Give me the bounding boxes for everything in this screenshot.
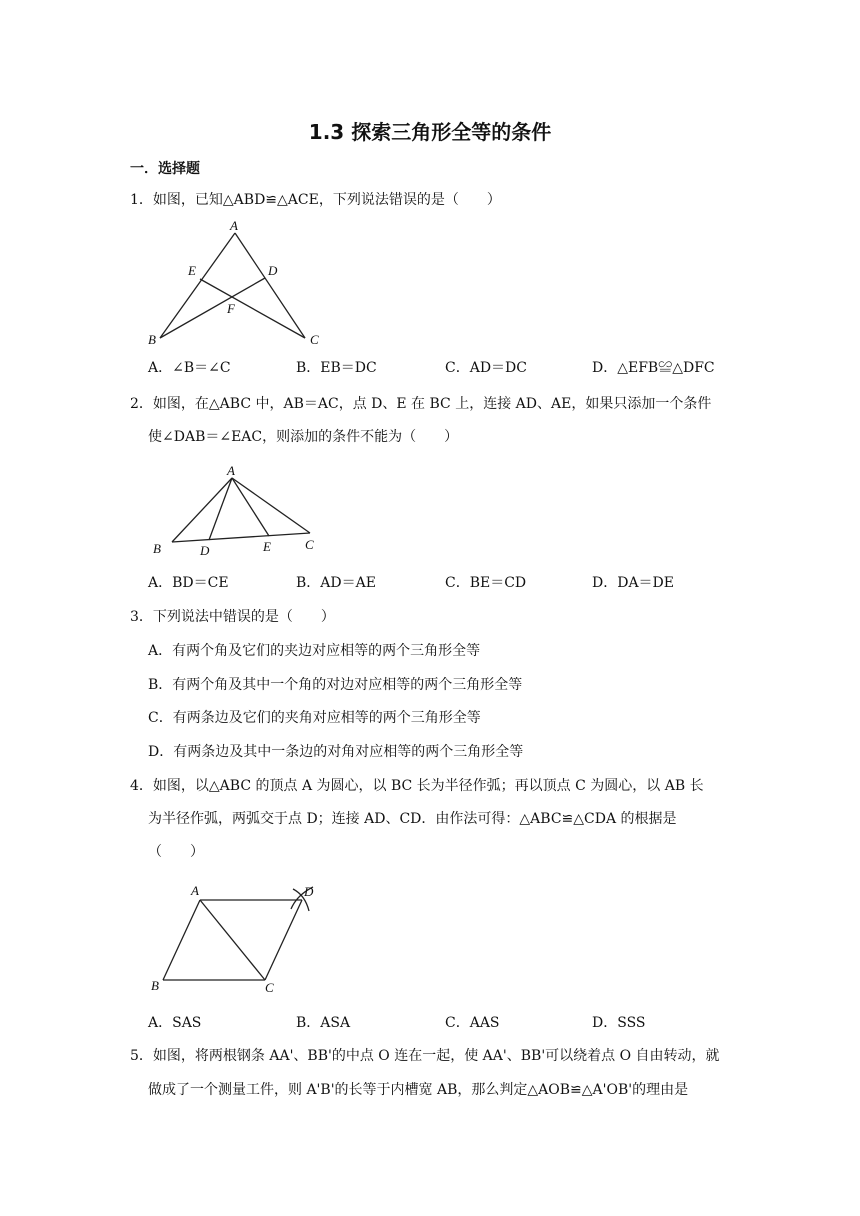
q4-stem-line2: 为半径作弧，两弧交于点 D；连接 AD、CD．由作法可得：△ABC≌△CDA 的根据是: [148, 811, 677, 827]
q4-option-a[interactable]: A．SAS: [148, 1015, 202, 1031]
q1-option-c[interactable]: C．AD＝DC: [445, 360, 527, 376]
q2-label-d: D: [200, 543, 210, 558]
q2-option-b[interactable]: B．AD＝AE: [296, 575, 376, 591]
q1-side-ab: [160, 233, 235, 338]
q3-stem: 3．下列说法中错误的是（ ）: [130, 609, 335, 625]
q5-stem-line1: 5．如图，将两根钢条 AA'、BB'的中点 O 连在一起，使 AA'、BB'可以绕着点 O 自由转动，就: [130, 1048, 720, 1064]
q5-stem-line2: 做成了一个测量工件，则 A'B'的长等于内槽宽 AB，那么判定△AOB≌△A'OB'的理由是: [148, 1082, 689, 1098]
q3-option-a[interactable]: A．有两个角及它们的夹边对应相等的两个三角形全等: [148, 643, 481, 659]
q1-label-f: F: [227, 301, 235, 316]
q4-label-a: A: [191, 883, 199, 898]
q2-side-bc: [172, 533, 310, 542]
q2-stem-line1: 2．如图，在△ABC 中，AB＝AC，点 D、E 在 BC 上，连接 AD、AE，如果只添加一个条件: [130, 396, 712, 412]
q4-option-b[interactable]: B．ASA: [296, 1015, 351, 1031]
q1-option-a[interactable]: A．∠B＝∠C: [148, 360, 231, 376]
page-title: 1.3 探索三角形全等的条件: [308, 120, 552, 144]
q1-label-e: E: [188, 263, 196, 278]
q4-side-ab: [163, 900, 200, 980]
q1-segment-bd: [160, 278, 265, 338]
section-heading: 一．选择题: [130, 161, 200, 177]
q3-option-b[interactable]: B．有两个角及其中一个角的对边对应相等的两个三角形全等: [148, 677, 523, 693]
q2-label-e: E: [263, 539, 271, 554]
q2-label-b: B: [153, 541, 161, 556]
q4-side-ac: [200, 900, 265, 980]
q4-figure: [145, 875, 335, 1000]
q4-label-d: D: [304, 884, 314, 899]
q4-stem-line1: 4．如图，以△ABC 的顶点 A 为圆心，以 BC 长为半径作弧；再以顶点 C 为圆心，以 AB 长: [130, 778, 704, 794]
q2-segment-ae: [232, 478, 269, 536]
q1-option-d[interactable]: D．△EFB≌△DFC: [592, 360, 715, 376]
q4-stem-line3: （ ）: [148, 844, 204, 860]
q1-side-ac: [235, 233, 305, 338]
q2-side-ac: [232, 478, 310, 533]
q3-option-c[interactable]: C．有两条边及它们的夹角对应相等的两个三角形全等: [148, 710, 481, 726]
q2-stem-line2: 使∠DAB＝∠EAC，则添加的条件不能为（ ）: [148, 429, 459, 445]
q2-option-a[interactable]: A．BD＝CE: [148, 575, 229, 591]
q4-option-d[interactable]: D．SSS: [592, 1015, 646, 1031]
q1-segment-ce: [200, 279, 305, 338]
q2-option-d[interactable]: D．DA＝DE: [592, 575, 675, 591]
q1-label-a: A: [230, 218, 238, 233]
q2-option-c[interactable]: C．BE＝CD: [445, 575, 527, 591]
q4-label-c: C: [265, 980, 274, 995]
q3-option-d[interactable]: D．有两条边及其中一条边的对角对应相等的两个三角形全等: [148, 744, 524, 760]
q4-side-cd: [265, 900, 302, 980]
q1-option-b[interactable]: B．EB＝DC: [296, 360, 377, 376]
q4-option-c[interactable]: C．AAS: [445, 1015, 500, 1031]
q2-figure: [145, 460, 335, 560]
q4-label-b: B: [151, 978, 159, 993]
q1-label-b: B: [148, 332, 156, 347]
q2-label-a: A: [227, 463, 235, 478]
q1-label-d: D: [268, 263, 278, 278]
q2-side-ab: [172, 478, 232, 542]
q2-label-c: C: [305, 537, 314, 552]
q2-segment-ad: [209, 478, 232, 540]
q1-figure: [140, 218, 340, 350]
q1-stem: 1．如图，已知△ABD≌△ACE，下列说法错误的是（ ）: [130, 192, 501, 208]
q1-label-c: C: [310, 332, 319, 347]
